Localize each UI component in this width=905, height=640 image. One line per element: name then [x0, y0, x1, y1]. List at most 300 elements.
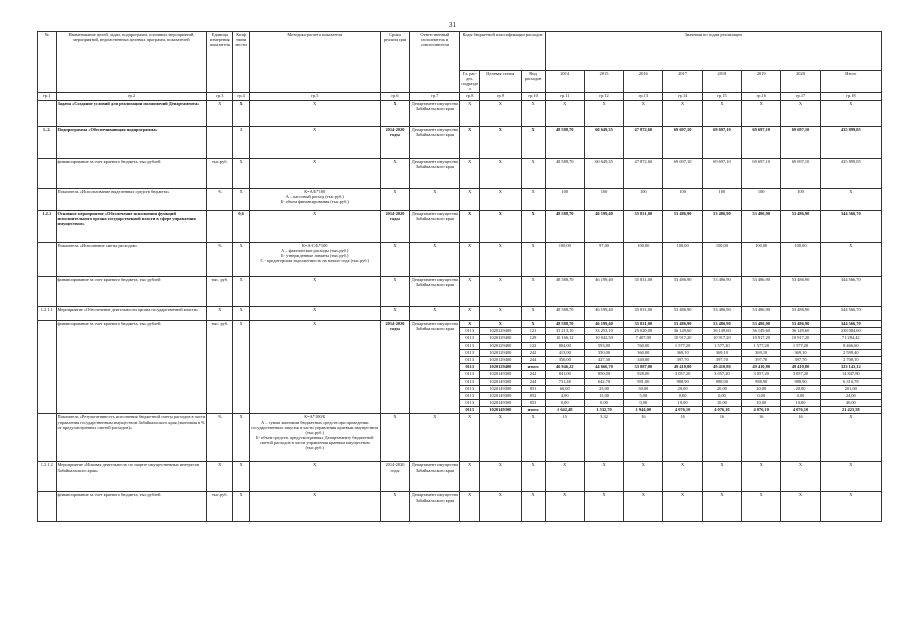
row-coef: Х	[233, 307, 249, 321]
row-coef: 1	[233, 127, 249, 159]
row-value: 360,00	[624, 349, 663, 356]
row-value: 988,90	[781, 378, 820, 385]
row-method: Х	[249, 492, 380, 522]
row-value: 435 899,05	[820, 127, 881, 159]
row-value: Х	[480, 277, 521, 307]
row-value: 121	[521, 328, 545, 335]
row-value: 4 076,10	[702, 407, 741, 414]
row-value: 397,70	[702, 356, 741, 363]
row-value: 49 410,80	[781, 364, 820, 371]
row-name: финансирование за счет краевого бюджета, тыс.рублей	[56, 492, 207, 522]
row-value: 48 588,70	[545, 211, 584, 243]
row-value: 100	[545, 189, 584, 211]
row-value: 97,00	[584, 243, 623, 277]
row-value: Х	[460, 492, 480, 522]
row-coef: Х	[233, 189, 249, 211]
row-value: 0113	[460, 378, 480, 385]
row-value: 0113	[460, 335, 480, 342]
row-value: 69 697,10	[742, 127, 781, 159]
row-executor: Департамент имущества Забайкальского края	[410, 277, 460, 307]
row-value: 988,90	[663, 378, 702, 385]
row-value: 350,00	[545, 356, 584, 363]
row-value: 69 697,10	[702, 127, 741, 159]
header-executor: Ответственный исполнитель и соисполнители	[410, 32, 460, 93]
row-value: 1020129400	[480, 335, 521, 342]
row-value: 344 566,70	[820, 211, 881, 243]
row-value: 48 588,70	[545, 159, 584, 189]
row-value: Х	[820, 189, 881, 211]
header-target: Целевая статья	[480, 71, 521, 93]
row-value: 35 213,10	[545, 328, 584, 335]
row-value: 21 423,58	[820, 407, 881, 414]
row-value: 1 577,20	[702, 342, 741, 349]
row-value: 988,90	[702, 378, 741, 385]
row-value: Х	[702, 101, 741, 127]
row-value: 66,00	[545, 385, 584, 392]
column-number-row	[38, 93, 882, 101]
row-value: 760,00	[624, 342, 663, 349]
row-value: Х	[521, 492, 545, 522]
row-value: Х	[584, 101, 623, 127]
header-gr: Гл. рас-дел, подразде л	[461, 71, 479, 92]
header-coef: Коэф значи мости	[233, 32, 249, 93]
row-method: Х	[249, 101, 380, 127]
row-value: 35 831,00	[624, 211, 663, 243]
row-value: 48 588,70	[545, 127, 584, 159]
row-value: 20,00	[781, 385, 820, 392]
row-value: Х	[460, 189, 480, 211]
row-number	[38, 243, 57, 277]
row-method: К=А-С/Б*100 А – фактические расходы (тыс.руб.) Б- утвержденные лимиты (тыс.руб.) С - кредиторская задолженность на начало года (тыс.руб.)	[249, 243, 380, 277]
row-method: Х	[249, 211, 380, 243]
row-method: Х	[249, 159, 380, 189]
row-number	[38, 492, 57, 522]
column-number: гр.9	[480, 93, 521, 101]
row-value: 0113	[460, 364, 480, 371]
column-number: гр.12	[584, 93, 623, 101]
row-value: 244	[521, 356, 545, 363]
row-value: 6 310,78	[820, 378, 881, 385]
row-executor: Департамент имущества Забайкальского края	[410, 127, 460, 159]
row-value: Х	[781, 462, 820, 492]
row-value: 0113	[460, 407, 480, 414]
row-value: 53 486,90	[742, 211, 781, 243]
row-value: Х	[460, 243, 480, 277]
row-value: 8 466,60	[820, 342, 881, 349]
row-value: 60 649,35	[584, 159, 623, 189]
row-unit: Х	[207, 307, 233, 321]
row-value: 3 057,20	[781, 371, 820, 378]
row-value: 49 410,80	[663, 364, 702, 371]
row-value: 413,00	[545, 349, 584, 356]
row-unit	[207, 127, 233, 159]
row-value: Х	[460, 211, 480, 243]
row-number	[38, 321, 57, 414]
row-value: 0113	[460, 400, 480, 407]
row-value: 53 486,90	[702, 277, 741, 307]
row-value: 1 642,48	[545, 407, 584, 414]
row-value: 16	[742, 414, 781, 462]
row-value: 242	[521, 371, 545, 378]
row-name: финансирование за счет краевого бюджета, тыс рублей	[56, 321, 207, 414]
row-value: 0113	[460, 385, 480, 392]
row-value: Х	[521, 101, 545, 127]
row-value: 244	[521, 378, 545, 385]
row-value: 35 831,00	[624, 277, 663, 307]
row-value: Х	[521, 414, 545, 462]
row-value: 100	[584, 189, 623, 211]
row-executor: Департамент имущества Забайкальского края	[410, 159, 460, 189]
column-number: гр.1	[38, 93, 57, 101]
row-value: 1020149300	[480, 385, 521, 392]
row-value: 100	[702, 189, 741, 211]
row-unit: тыс. руб.	[207, 277, 233, 307]
row-value: 36 149,60	[663, 328, 702, 335]
row-value: 1020149300	[480, 407, 521, 414]
row-executor: Х	[410, 243, 460, 277]
header-terms: Сроки реализа ции	[380, 32, 409, 93]
row-value: 0,00	[702, 392, 741, 399]
row-terms: Х	[380, 414, 409, 462]
row-value: 24,00	[820, 392, 881, 399]
header-num: №	[38, 32, 57, 93]
row-value: 100,00	[545, 243, 584, 277]
row-value: 10,00	[702, 400, 741, 407]
row-value: Х	[460, 307, 480, 321]
column-number: гр.3	[207, 93, 233, 101]
row-value: 15	[545, 414, 584, 462]
row-value: Х	[480, 159, 521, 189]
row-value: 4 076,10	[742, 407, 781, 414]
row-value: 53 486,90	[663, 211, 702, 243]
row-method: Х	[249, 277, 380, 307]
row-value: 323 143,12	[820, 364, 881, 371]
row-value: Х	[521, 159, 545, 189]
row-value: 15,00	[584, 392, 623, 399]
column-number: гр.17	[781, 93, 820, 101]
column-number: гр.7	[410, 93, 460, 101]
row-value: 0,00	[545, 400, 584, 407]
row-terms: Х	[380, 277, 409, 307]
row-value: Х	[820, 243, 881, 277]
row-value: 36 149,60	[781, 328, 820, 335]
header-codes: Коды бюджетной классификации расходов	[460, 32, 545, 71]
row-value: 100,00	[702, 243, 741, 277]
row-value: 1020149300	[480, 400, 521, 407]
row-value: 1 532,70	[584, 407, 623, 414]
row-executor: Х	[410, 307, 460, 321]
row-value: 852	[521, 392, 545, 399]
row-value: 851	[521, 385, 545, 392]
row-value: 841,00	[545, 371, 584, 378]
row-value: Х	[781, 492, 820, 522]
row-value: 350,00	[584, 349, 623, 356]
row-unit: %	[207, 189, 233, 211]
row-value: Х	[521, 243, 545, 277]
row-value: 0,00	[624, 400, 663, 407]
row-value: Х	[545, 462, 584, 492]
row-value: 46 199,40	[584, 277, 623, 307]
row-value: 0113	[460, 342, 480, 349]
row-number	[38, 414, 57, 462]
row-value: Х	[480, 492, 521, 522]
row-name: Показатель «Использование выделенных средств бюджета»	[56, 189, 207, 211]
row-value: Х	[742, 101, 781, 127]
table-row	[38, 127, 882, 159]
table-row	[38, 101, 882, 127]
column-number: гр.8	[460, 93, 480, 101]
row-value: 397,70	[781, 356, 820, 363]
row-value: Х	[460, 127, 480, 159]
row-value: Х	[460, 277, 480, 307]
header-name: Наименование целей, задач, подпрограмм, основных мероприятий, мероприятий, ведомственных целевых программ, показателей	[56, 32, 207, 93]
row-value: 129	[521, 335, 545, 342]
table-row	[38, 189, 882, 211]
row-unit: тыс.руб.	[207, 159, 233, 189]
row-value: 1020129400	[480, 328, 521, 335]
row-terms: 2014-2020 годы	[380, 462, 409, 492]
row-value: 3,32	[584, 414, 623, 462]
row-terms: Х	[380, 243, 409, 277]
row-value: Х	[460, 101, 480, 127]
row-value: 49 410,80	[742, 364, 781, 371]
row-coef: Х	[233, 462, 249, 492]
row-name: Мероприятие «Обеспечение деятельности органа государственной власти»	[56, 307, 207, 321]
row-value: Х	[460, 321, 480, 328]
row-name: Мероприятие «Исковая деятельность по защите имущественных интересов Забайкальского края»	[56, 462, 207, 492]
row-value: 30,00	[624, 385, 663, 392]
header-total: Итого	[820, 71, 881, 93]
row-value: 1020129400	[480, 356, 521, 363]
row-value: 1020129400	[480, 342, 521, 349]
row-coef: Х	[233, 321, 249, 414]
row-value: 14 847,80	[820, 371, 881, 378]
row-value: 36 149,60	[742, 328, 781, 335]
column-number: гр.6	[380, 93, 409, 101]
row-coef: Х	[233, 243, 249, 277]
row-value: Х	[624, 101, 663, 127]
row-value: 3 057,20	[742, 371, 781, 378]
row-method: Х	[249, 127, 380, 159]
row-value: Х	[460, 462, 480, 492]
row-value: 48 588,70	[545, 321, 584, 328]
row-value: Х	[820, 101, 881, 127]
row-unit: Х	[207, 101, 233, 127]
row-value: Х	[545, 492, 584, 522]
row-value: 0,00	[584, 400, 623, 407]
row-number: 1.2.1	[38, 211, 57, 243]
column-number: гр.14	[663, 93, 702, 101]
row-value: 427,30	[584, 356, 623, 363]
row-value: 238 084,60	[820, 328, 881, 335]
row-value: Х	[663, 101, 702, 127]
row-value: 0113	[460, 356, 480, 363]
row-value: 69 697,10	[663, 127, 702, 159]
row-terms: Х	[380, 307, 409, 321]
row-value: Х	[702, 492, 741, 522]
row-value: 981,00	[624, 378, 663, 385]
row-value: 100,00	[663, 243, 702, 277]
page-number: 31	[449, 21, 456, 29]
row-terms: Х	[380, 492, 409, 522]
row-value: 0113	[460, 328, 480, 335]
row-value: 53 486,90	[781, 321, 820, 328]
row-value: Х	[480, 211, 521, 243]
row-value: 1 577,20	[663, 342, 702, 349]
row-value: Х	[742, 492, 781, 522]
row-value: Х	[545, 101, 584, 127]
header-kind: Вид расходов	[521, 71, 545, 93]
row-value: 0113	[460, 371, 480, 378]
row-value: 344 566,70	[820, 277, 881, 307]
row-value: 69 697,10	[781, 159, 820, 189]
row-value: 0113	[460, 392, 480, 399]
column-number: гр.5	[249, 93, 380, 101]
row-value: 804,00	[545, 342, 584, 349]
row-value: 100,00	[742, 243, 781, 277]
row-value: 1 577,20	[742, 342, 781, 349]
row-unit: Х	[207, 462, 233, 492]
row-value: 16	[663, 414, 702, 462]
row-value: 71 284,42	[820, 335, 881, 342]
row-value: 10 917,20	[663, 335, 702, 342]
row-name: Показатель «Исполнение сметы расходов»	[56, 243, 207, 277]
row-value: 4 076,10	[781, 407, 820, 414]
header-values: Значения по годам реализации	[545, 32, 881, 71]
row-coef: Х	[233, 492, 249, 522]
row-value: 369,10	[742, 349, 781, 356]
row-value: 100	[624, 189, 663, 211]
row-value: 10 917,20	[702, 335, 741, 342]
row-executor: Х	[410, 414, 460, 462]
row-value: 16	[781, 414, 820, 462]
row-value: 53 486,90	[742, 277, 781, 307]
table-row	[38, 321, 882, 328]
row-value: 53 486,90	[663, 307, 702, 321]
row-value: 36 149,60	[702, 328, 741, 335]
column-number: гр.18	[820, 93, 881, 101]
row-value: 69 697,10	[742, 159, 781, 189]
row-method: Х	[249, 321, 380, 414]
column-number: гр.10	[521, 93, 545, 101]
row-value: 344 566,70	[820, 307, 881, 321]
row-unit	[207, 211, 233, 243]
row-value: Х	[521, 127, 545, 159]
row-unit: %	[207, 414, 233, 462]
row-value: Х	[663, 462, 702, 492]
table-row	[38, 307, 882, 321]
row-value: 33 887,00	[624, 364, 663, 371]
row-value: Х	[480, 189, 521, 211]
row-value: итого	[521, 364, 545, 371]
row-value: Х	[521, 189, 545, 211]
row-value: 100	[663, 189, 702, 211]
row-value: 53 486,90	[663, 277, 702, 307]
row-terms: 2014-2020 годы	[380, 321, 409, 414]
row-value: Х	[624, 492, 663, 522]
row-value: 47 872,60	[624, 159, 663, 189]
row-value: 20,00	[742, 385, 781, 392]
row-value: 100	[742, 189, 781, 211]
row-value: 0,00	[781, 392, 820, 399]
row-value: 122	[521, 342, 545, 349]
row-value: 53 486,90	[702, 321, 741, 328]
row-value: Х	[480, 127, 521, 159]
row-number: 1..2.	[38, 127, 57, 159]
row-value: Х	[521, 321, 545, 328]
row-value: 731,48	[545, 378, 584, 385]
table-row	[38, 159, 882, 189]
row-executor: Департамент имущества Забайкальского края	[410, 211, 460, 243]
row-value: 100,00	[781, 243, 820, 277]
row-value: 435 899,05	[820, 159, 881, 189]
row-value: 369,10	[781, 349, 820, 356]
row-value: 53 486,90	[781, 277, 820, 307]
row-method: К=А*100/Б А – сумма экономии бюджетных средств при проведении государственных закупок в части управления краевым имуществом (тыс.руб.) Б- объем средств, предусмотренных Департаменту бюджетной сметой расходов в части управления краевым имуществом (тыс.руб.)	[249, 414, 380, 462]
row-value: Х	[702, 462, 741, 492]
table-row	[38, 243, 882, 277]
row-value: 16	[702, 414, 741, 462]
row-value: 10 917,20	[742, 335, 781, 342]
header-2015: 2015	[584, 71, 623, 93]
row-name: Подпрограмма «Обеспечивающая подпрограмма»	[56, 127, 207, 159]
row-value: 593,80	[584, 342, 623, 349]
row-value: 1020149300	[480, 392, 521, 399]
row-method: Х	[249, 462, 380, 492]
table-row	[38, 492, 882, 522]
header-method: Методика расчета показателя	[249, 32, 380, 93]
row-value: Х	[480, 101, 521, 127]
row-terms: 2014-2020 годы	[380, 127, 409, 159]
row-value: 1 944,00	[624, 407, 663, 414]
row-value: 2 599,40	[820, 349, 881, 356]
row-value: Х	[480, 462, 521, 492]
row-value: 201,00	[820, 385, 881, 392]
row-value: Х	[480, 307, 521, 321]
row-value: 2 708,10	[820, 356, 881, 363]
row-value: 3 057,20	[702, 371, 741, 378]
row-value: 344 566,70	[820, 321, 881, 328]
program-table	[37, 31, 882, 522]
row-value: 69 697,10	[663, 159, 702, 189]
row-value: 10,00	[663, 400, 702, 407]
row-method: Х	[249, 307, 380, 321]
row-value: 100,00	[624, 243, 663, 277]
row-terms: Х	[380, 159, 409, 189]
row-executor: Департамент имущества Забайкальского края	[410, 101, 460, 127]
table-row	[38, 211, 882, 243]
row-number: 1.2.1.2	[38, 462, 57, 492]
row-value: 850,00	[584, 371, 623, 378]
row-coef: Х	[233, 277, 249, 307]
row-unit: тыс. руб.	[207, 321, 233, 414]
row-number	[38, 159, 57, 189]
row-value: Х	[521, 211, 545, 243]
row-value: 10 042,50	[584, 335, 623, 342]
row-name: Задача «Создание условий для реализации полномочий Департамента»	[56, 101, 207, 127]
row-value: 53 486,90	[702, 307, 741, 321]
row-value: Х	[584, 462, 623, 492]
row-value: 928,00	[624, 371, 663, 378]
row-value: 25,00	[584, 385, 623, 392]
row-value: Х	[460, 414, 480, 462]
row-value: Х	[480, 243, 521, 277]
row-value: 1 577,20	[781, 342, 820, 349]
row-value: Х	[624, 462, 663, 492]
row-value: 5,00	[624, 392, 663, 399]
row-value: 988,90	[742, 378, 781, 385]
row-value: Х	[480, 321, 521, 328]
